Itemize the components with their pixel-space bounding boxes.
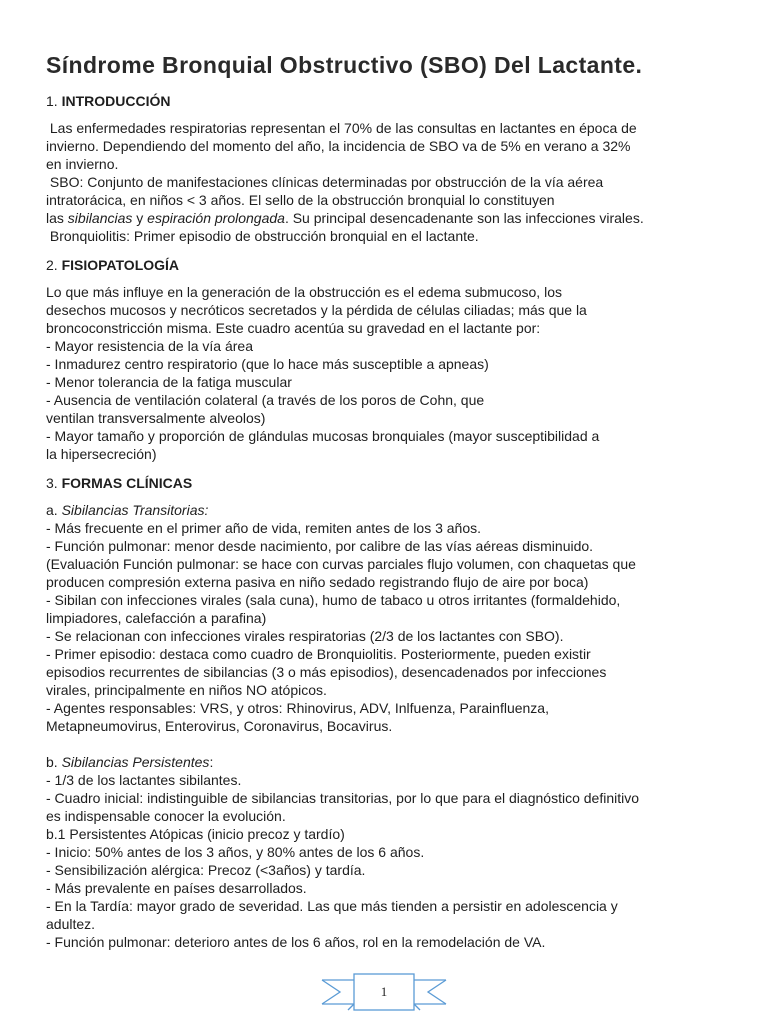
list-item: - Menor tolerancia de la fatiga muscular — [46, 374, 292, 390]
text-line: producen compresión externa pasiva en niño sedado registrando flujo de aire por boca) — [46, 574, 589, 590]
list-item: - Inicio: 50% antes de los 3 años, y 80% antes de los 6 años. — [46, 844, 425, 860]
text-line: Lo que más influye en la generación de la obstrucción es el edema submucoso, los — [46, 284, 562, 300]
subsection-title: Sibilancias Persistentes — [61, 754, 210, 770]
section-heading-formas-clinicas — [46, 475, 726, 491]
subsection-heading-b1: b.1 Persistentes Atópicas (inicio precoz y tardío) — [46, 826, 345, 842]
list-item: - Función pulmonar: menor desde nacimiento, por calibre de las vías aéreas disminuido. — [46, 538, 594, 554]
text-fragment: las — [46, 210, 68, 226]
text-line: limpiadores, calefacción a parafina) — [46, 610, 267, 626]
formas-clinicas-content — [46, 501, 726, 951]
section-number: 3. — [46, 475, 58, 491]
section-number: 1. — [46, 93, 58, 109]
text-line — [46, 209, 726, 227]
list-item: - Ausencia de ventilación colateral (a través de los poros de Cohn, que — [46, 392, 485, 408]
document-title: Síndrome Bronquial Obstructivo (SBO) Del Lactante. — [46, 52, 643, 78]
text-line: Metapneumovirus, Enterovirus, Coronavirus, Bocavirus. — [46, 718, 393, 734]
text-line: Las enfermedades respiratorias representan el 70% de las consultas en lactantes en época de — [46, 120, 637, 136]
section-heading-fisiopatologia — [46, 257, 726, 273]
section-title: INTRODUCCIÓN — [61, 93, 171, 109]
text-line: es indispensable conocer la evolución. — [46, 808, 286, 824]
list-item: - Función pulmonar: deterioro antes de los 6 años, rol en la remodelación de VA. — [46, 934, 546, 950]
subsection-heading-b — [46, 753, 726, 771]
text-line: intratorácica, en niños < 3 años. El sello de la obstrucción bronquial lo constituyen — [46, 192, 555, 208]
spacer — [46, 735, 726, 753]
text-line: episodios recurrentes de sibilancias (3 o más episodios), desencadenados por infecciones — [46, 664, 607, 680]
list-item: - Mayor tamaño y proporción de glándulas mucosas bronquiales (mayor susceptibilidad a — [46, 428, 600, 444]
text-line: ventilan transversalmente alveolos) — [46, 410, 266, 426]
text-fragment: y — [132, 210, 148, 226]
text-line: SBO: Conjunto de manifestaciones clínicas determinadas por obstrucción de la vía aérea — [46, 174, 604, 190]
list-item: - Inmadurez centro respiratorio (que lo hace más susceptible a apneas) — [46, 356, 489, 372]
list-item: - Más frecuente en el primer año de vida, remiten antes de los 3 años. — [46, 520, 482, 536]
list-item: - Se relacionan con infecciones virales respiratorias (2/3 de los lactantes con SBO). — [46, 628, 564, 644]
text-fragment: . Su principal desencadenante son las infecciones virales. — [284, 210, 644, 226]
section-heading-introduccion — [46, 93, 726, 109]
list-item: - En la Tardía: mayor grado de severidad. Las que más tienden a persistir en adolescencia y — [46, 898, 618, 914]
text-line: Bronquiolitis: Primer episodio de obstrucción bronquial en el lactante. — [46, 228, 479, 244]
list-item: - Agentes responsables: VRS, y otros: Rhinovirus, ADV, Inlfuenza, Parainfluenza, — [46, 700, 549, 716]
intro-paragraph — [46, 119, 726, 245]
text-line: adultez. — [46, 916, 96, 932]
text-line: invierno. Dependiendo del momento del año, la incidencia de SBO va de 5% en verano a 32% — [46, 138, 631, 154]
subsection-letter: b. — [46, 754, 62, 770]
italic-term-sibilancias: sibilancias — [67, 210, 133, 226]
list-item: - Primer episodio: destaca como cuadro de Bronquiolitis. Posteriormente, pueden existir — [46, 646, 591, 662]
section-title: FORMAS CLÍNICAS — [61, 475, 193, 491]
section-title: FISIOPATOLOGÍA — [61, 257, 180, 273]
subsection-letter: a. — [46, 502, 62, 518]
list-item: - Cuadro inicial: indistinguible de sibilancias transitorias, por lo que para el diagnóstico definitivo — [46, 790, 639, 806]
list-item: - Sibilan con infecciones virales (sala cuna), humo de tabaco u otros irritantes (formaldehido, — [46, 592, 621, 608]
text-line: la hipersecreción) — [46, 446, 157, 462]
italic-term-espiracion: espiración prolongada — [147, 210, 285, 226]
section-number: 2. — [46, 257, 58, 273]
text-fragment: : — [209, 754, 214, 770]
text-line: broncoconstricción misma. Este cuadro acentúa su gravedad en el lactante por: — [46, 320, 541, 336]
text-line: (Evaluación Función pulmonar: se hace con curvas parciales flujo volumen, con chaquetas que — [46, 556, 636, 572]
page-number: 1 — [380, 984, 388, 999]
list-item: - Sensibilización alérgica: Precoz (<3años) y tardía. — [46, 862, 366, 878]
text-line: virales, principalmente en niños NO atópicos. — [46, 682, 327, 698]
list-item: - 1/3 de los lactantes sibilantes. — [46, 772, 242, 788]
page-footer — [320, 968, 448, 1016]
list-item: - Más prevalente en países desarrollados. — [46, 880, 307, 896]
text-line: desechos mucosos y necróticos secretados y la pérdida de células ciliadas; más que la — [46, 302, 587, 318]
document-page — [46, 52, 726, 963]
subsection-title: Sibilancias Transitorias: — [61, 502, 209, 518]
fisiopatologia-paragraph — [46, 283, 726, 463]
list-item: - Mayor resistencia de la vía área — [46, 338, 253, 354]
text-line: en invierno. — [46, 156, 119, 172]
subsection-heading-a — [46, 501, 726, 519]
